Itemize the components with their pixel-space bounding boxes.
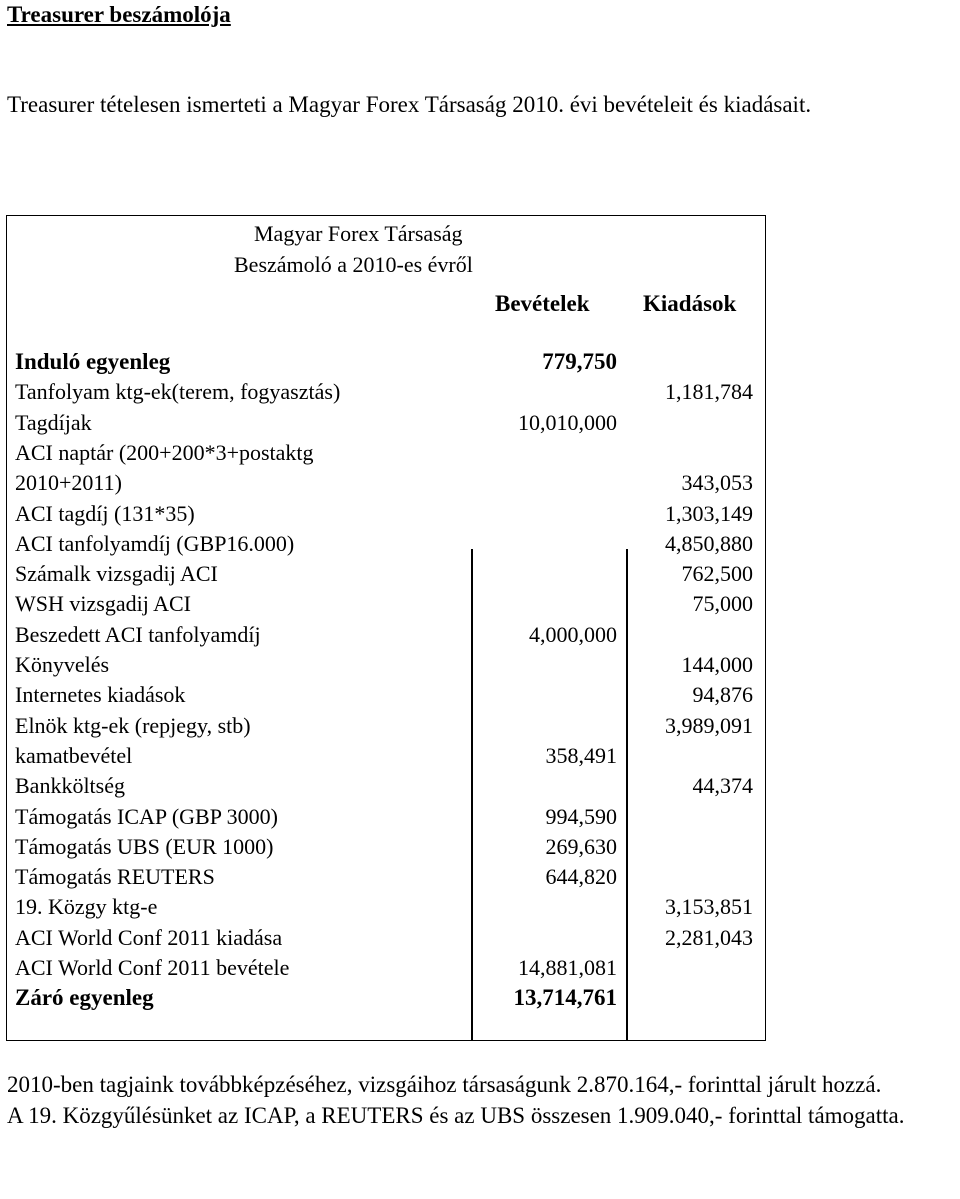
row-income: 358,491 [545, 742, 617, 768]
expense-column-header: Kiadások [643, 291, 737, 316]
table-row [7, 771, 767, 801]
row-income: 269,630 [545, 833, 617, 859]
row-income: 994,590 [545, 803, 617, 829]
row-label: 2010+2011) [15, 470, 122, 496]
closing-paragraphs [7, 1069, 953, 1131]
table-row [7, 741, 767, 771]
row-expense: 75,000 [692, 591, 753, 617]
closing-paragraph-1: 2010-ben tagjaink továbbképzéséhez, vizsgáihoz társaságunk 2.870.164,- forinttal járult hozzá. [7, 1072, 882, 1097]
row-income: 4,000,000 [529, 621, 617, 647]
income-column-header: Bevételek [495, 291, 590, 316]
row-label: Induló egyenleg [15, 349, 171, 374]
table-row [7, 711, 767, 741]
row-label: Támogatás UBS (EUR 1000) [15, 833, 274, 859]
row-label: Bankköltség [15, 773, 125, 799]
table-row [7, 620, 767, 650]
table-row [7, 983, 767, 1013]
row-expense: 1,303,149 [665, 500, 753, 526]
row-label: Támogatás REUTERS [15, 864, 215, 890]
row-expense: 762,500 [681, 561, 753, 587]
row-label: Tagdíjak [15, 409, 92, 435]
row-expense: 2,281,043 [665, 924, 753, 950]
table-row [7, 923, 767, 953]
row-label: Beszedett ACI tanfolyamdíj [15, 621, 261, 647]
row-label: Könyvelés [15, 652, 110, 677]
row-label: 19. Közgy ktg-e [15, 894, 158, 920]
row-label: ACI World Conf 2011 kiadása [15, 924, 283, 950]
table-row [7, 499, 767, 529]
table-row [7, 802, 767, 832]
row-label: kamatbevétel [15, 742, 133, 768]
table-row [7, 377, 767, 407]
intro-paragraph: Treasurer tételesen ismerteti a Magyar Forex Társaság 2010. évi bevételeit és kiadásait. [7, 92, 812, 117]
row-label: Elnök ktg-ek (repjegy, stb) [15, 712, 251, 738]
table-row [7, 468, 767, 498]
table-row [7, 680, 767, 710]
table-row [7, 438, 767, 468]
financial-report-table [6, 215, 766, 1041]
row-expense: 343,053 [681, 470, 753, 496]
row-expense: 3,153,851 [665, 894, 753, 920]
row-expense: 3,989,091 [665, 712, 753, 738]
report-title-line-2: Beszámoló a 2010-es évről [234, 252, 473, 277]
row-income: 10,010,000 [518, 409, 617, 435]
row-income: 13,714,761 [513, 985, 617, 1011]
report-title-line-1: Magyar Forex Társaság [254, 221, 463, 246]
row-expense: 94,876 [692, 682, 753, 708]
row-label: WSH vizsgadij ACI [15, 591, 191, 617]
row-expense: 4,850,880 [665, 530, 753, 556]
row-label: ACI tagdíj (131*35) [15, 500, 195, 526]
row-income: 644,820 [545, 864, 617, 890]
row-label: Támogatás ICAP (GBP 3000) [15, 803, 278, 829]
row-income: 14,881,081 [518, 955, 617, 980]
table-row [7, 559, 767, 589]
row-label: Tanfolyam ktg-ek(terem, fogyasztás) [15, 379, 341, 405]
table-row [7, 832, 767, 862]
row-income: 779,750 [542, 349, 617, 374]
table-row [7, 953, 767, 983]
row-label: ACI tanfolyamdíj (GBP16.000) [15, 530, 295, 556]
page-heading: Treasurer beszámolója [7, 2, 231, 27]
row-label: ACI naptár (200+200*3+postaktg [15, 439, 314, 465]
table-row [7, 862, 767, 892]
table-row [7, 892, 767, 922]
table-row [7, 650, 767, 680]
table-row [7, 529, 767, 559]
row-expense: 44,374 [692, 773, 753, 799]
row-expense: 1,181,784 [665, 379, 753, 405]
closing-paragraph-2: A 19. Közgyűlésünket az ICAP, a REUTERS és az UBS összesen 1.909.040,- forinttal támogatta. [7, 1103, 905, 1128]
table-row [7, 589, 767, 619]
row-label: ACI World Conf 2011 bevétele [15, 955, 290, 980]
table-row [7, 347, 767, 377]
row-label: Záró egyenleg [15, 985, 154, 1011]
row-label: Internetes kiadások [15, 682, 186, 708]
row-expense: 144,000 [681, 652, 753, 677]
row-label: Számalk vizsgadij ACI [15, 561, 218, 587]
table-row [7, 408, 767, 438]
